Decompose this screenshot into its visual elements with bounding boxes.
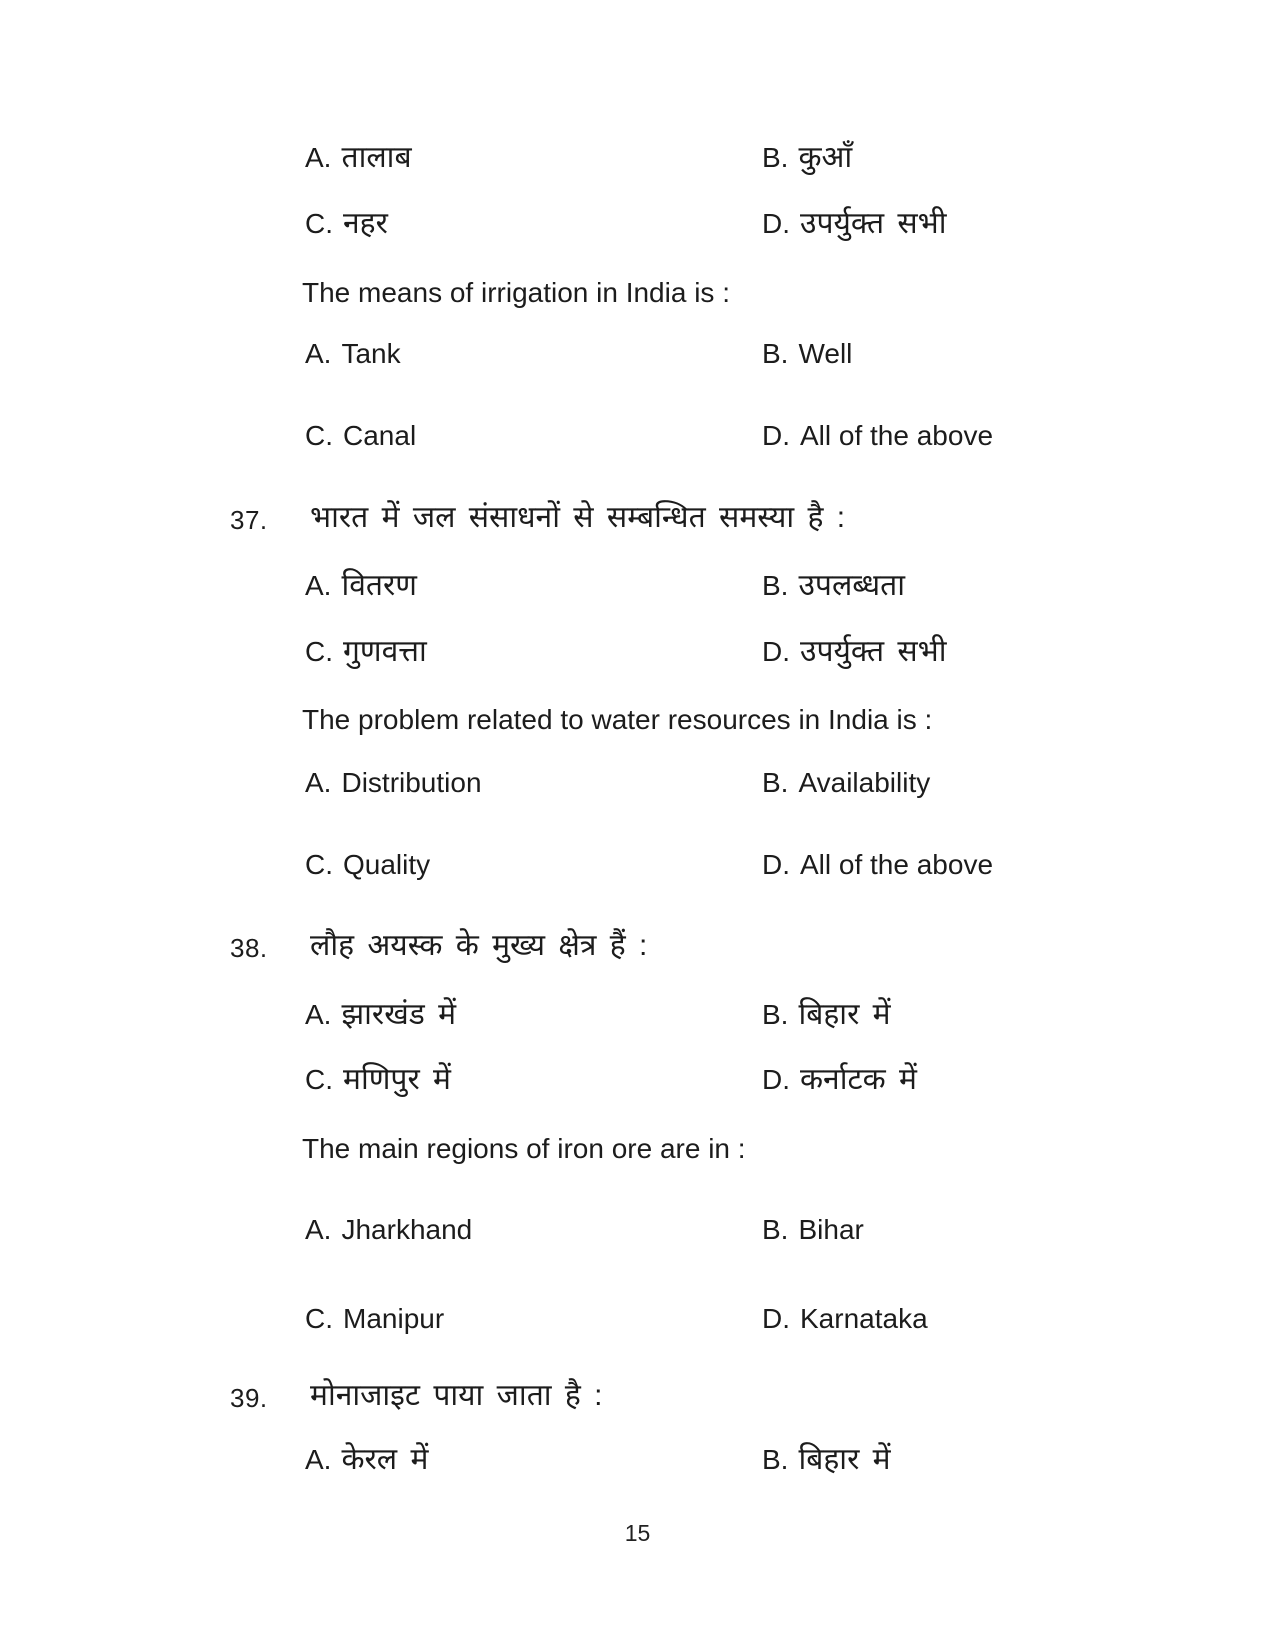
option-b	[762, 1214, 864, 1246]
q38-english-options-row-1	[0, 1214, 1275, 1260]
option-c	[305, 1062, 451, 1098]
option-c	[305, 849, 430, 881]
option-text: केरल में	[341, 1443, 429, 1476]
option-a	[305, 568, 417, 604]
option-label: B.	[762, 142, 789, 173]
option-b	[762, 1442, 891, 1478]
option-label: A.	[305, 999, 332, 1030]
option-text: Tank	[341, 338, 401, 369]
q38-english-options-row-2	[0, 1303, 1275, 1349]
option-label: C.	[305, 1303, 333, 1334]
option-d	[762, 849, 993, 881]
option-text: बिहार में	[798, 998, 891, 1031]
option-text: Manipur	[343, 1303, 445, 1334]
option-label: D.	[762, 420, 790, 451]
option-d	[762, 206, 947, 242]
option-label: B.	[762, 767, 789, 798]
q39-hindi-options-row-1	[0, 1442, 1275, 1488]
q36-hindi-options-row-2	[0, 206, 1275, 252]
q37-hindi-options-row-1	[0, 568, 1275, 614]
option-a	[305, 140, 412, 176]
option-b	[762, 568, 905, 604]
q37-hindi-options-row-2	[0, 634, 1275, 680]
q38-english-question-row	[0, 1133, 1275, 1179]
q36-english-question-row	[0, 277, 1275, 323]
option-label: D.	[762, 1303, 790, 1334]
option-text: All of the above	[800, 849, 994, 880]
question-text-hindi: भारत में जल संसाधनों से सम्बन्धित समस्या है :	[310, 501, 846, 534]
q38-header-row	[0, 928, 1275, 974]
option-a	[305, 1442, 428, 1478]
option-label: B.	[762, 1444, 789, 1475]
option-d	[762, 420, 993, 452]
option-text: Distribution	[341, 767, 482, 798]
question-number: 37.	[230, 505, 268, 535]
option-label: B.	[762, 338, 789, 369]
option-text: Quality	[343, 849, 431, 880]
option-label: A.	[305, 767, 332, 798]
question-text-english: The means of irrigation in India is :	[302, 277, 730, 308]
option-d	[762, 634, 947, 670]
option-label: A.	[305, 1214, 332, 1245]
option-text: Well	[798, 338, 853, 369]
option-a	[305, 997, 456, 1033]
option-label: A.	[305, 142, 332, 173]
option-text: Availability	[798, 767, 931, 798]
option-text: उपर्युक्त सभी	[800, 207, 947, 240]
option-label: C.	[305, 1064, 333, 1095]
option-text: Jharkhand	[341, 1214, 473, 1245]
q36-hindi-options-row-1	[0, 140, 1275, 186]
question-text-english: The main regions of iron ore are in :	[302, 1133, 746, 1164]
option-label: C.	[305, 208, 333, 239]
option-d	[762, 1062, 917, 1098]
option-text: मणिपुर में	[343, 1063, 451, 1096]
option-label: C.	[305, 420, 333, 451]
q38-hindi-options-row-2	[0, 1062, 1275, 1108]
option-label: A.	[305, 338, 332, 369]
question-text-hindi: मोनाजाइट पाया जाता है :	[310, 1379, 603, 1412]
option-label: B.	[762, 570, 789, 601]
option-c	[305, 634, 427, 670]
option-d	[762, 1303, 928, 1335]
q39-header-row	[0, 1378, 1275, 1424]
option-text: गुणवत्ता	[343, 635, 427, 668]
option-b	[762, 338, 852, 370]
option-c	[305, 420, 416, 452]
question-number: 39.	[230, 1383, 268, 1413]
option-text: नहर	[343, 207, 388, 240]
question-number: 38.	[230, 933, 268, 963]
option-label: C.	[305, 849, 333, 880]
option-label: B.	[762, 999, 789, 1030]
option-b	[762, 140, 852, 176]
option-c	[305, 1303, 444, 1335]
q38-hindi-options-row-1	[0, 997, 1275, 1043]
option-text: Karnataka	[800, 1303, 928, 1334]
option-b	[762, 767, 930, 799]
option-text: कर्नाटक में	[800, 1063, 917, 1096]
option-label: A.	[305, 1444, 332, 1475]
option-text: Canal	[343, 420, 417, 451]
q36-english-options-row-1	[0, 338, 1275, 384]
option-text: उपर्युक्त सभी	[800, 635, 947, 668]
question-text-english: The problem related to water resources in India is :	[302, 704, 933, 735]
option-c	[305, 206, 388, 242]
option-label: A.	[305, 570, 332, 601]
option-text: All of the above	[800, 420, 994, 451]
option-a	[305, 338, 401, 370]
option-text: कुआँ	[798, 141, 853, 174]
option-text: बिहार में	[798, 1443, 891, 1476]
option-text: उपलब्धता	[798, 569, 906, 602]
page-number: 15	[624, 1520, 651, 1546]
option-text: वितरण	[341, 569, 417, 602]
question-text-hindi: लौह अयस्क के मुख्य क्षेत्र हैं :	[310, 929, 648, 962]
option-a	[305, 767, 482, 799]
option-text: Bihar	[798, 1214, 864, 1245]
option-label: C.	[305, 636, 333, 667]
option-label: B.	[762, 1214, 789, 1245]
q37-english-options-row-1	[0, 767, 1275, 813]
q37-english-question-row	[0, 704, 1275, 750]
option-label: D.	[762, 208, 790, 239]
option-b	[762, 997, 891, 1033]
option-label: D.	[762, 849, 790, 880]
option-label: D.	[762, 636, 790, 667]
option-text: तालाब	[341, 141, 412, 174]
q36-english-options-row-2	[0, 420, 1275, 466]
option-a	[305, 1214, 472, 1246]
option-text: झारखंड में	[341, 998, 457, 1031]
option-label: D.	[762, 1064, 790, 1095]
q37-english-options-row-2	[0, 849, 1275, 895]
q37-header-row	[0, 500, 1275, 546]
